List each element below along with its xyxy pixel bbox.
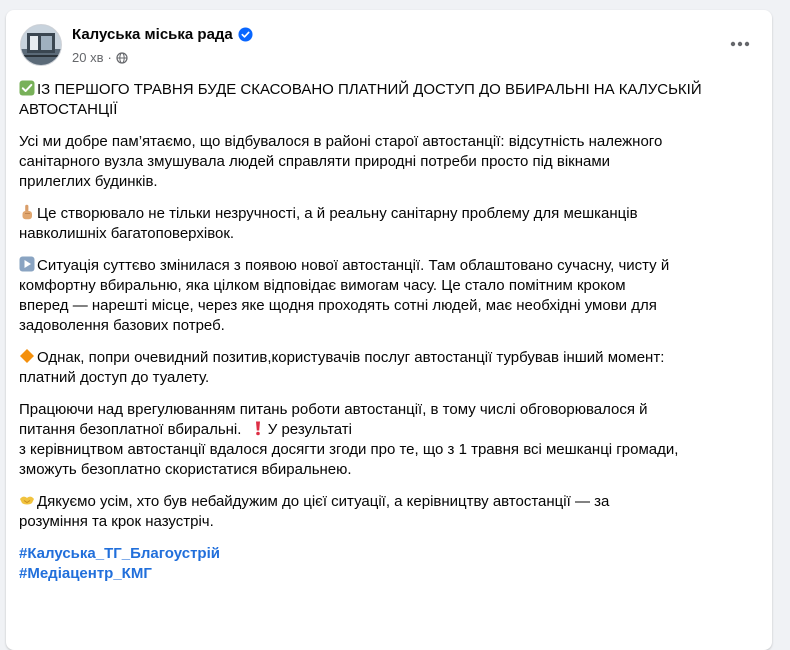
post-header [20, 24, 758, 70]
hashtag-list [19, 544, 755, 584]
post-card [6, 10, 772, 650]
exclamation-icon [250, 420, 266, 436]
more-options-button[interactable] [722, 26, 758, 62]
handshake-icon [19, 492, 35, 508]
paragraph-new-station: Ситуація суттєво змінилася з появою нової автостанції. Там облаштовано сучасну, чисту й комфортну вбиральню, яка цілком відповідає вимогам часу. Це стало помітним кроком вперед — нарешті місце, через яке щодня проходять сотні людей, має необхідні умови для задоволення базових потреб. [19, 257, 670, 334]
play-button-icon [19, 256, 35, 272]
paragraph-agreement: Працюючи над врегулюванням питань роботи автостанції, в тому числі обговорювалося й питання безоплатної вбиральні. У результаті з керівництвом автостанції вдалося досягти згоди про те, що з 1 травня всі мешканці громади, зможуть безоплатно скористатися вбиральнею. [19, 401, 679, 478]
more-dots-icon [730, 41, 750, 47]
post-text [19, 80, 755, 584]
orange-diamond-icon [19, 348, 35, 364]
check-mark-icon [19, 80, 35, 96]
post-meta [72, 50, 128, 65]
hashtag-link[interactable]: #Медіацентр_КМГ [19, 565, 152, 582]
page-name[interactable]: Калуська міська рада [72, 26, 233, 43]
paragraph-thanks: Дякуємо усім, хто був небайдужим до цієї ситуації, а керівництву автостанції — за розуміння та крок назустріч. [19, 493, 610, 530]
post-timestamp[interactable]: 20 хв [72, 50, 104, 65]
meta-separator: · [107, 50, 112, 65]
post-headline: ІЗ ПЕРШОГО ТРАВНЯ БУДЕ СКАСОВАНО ПЛАТНИЙ ДОСТУП ДО ВБИРАЛЬНІ НА КАЛУСЬКІЙ АВТОСТАНЦІЇ [19, 81, 702, 118]
paragraph-problem: Це створювало не тільки незручності, а й реальну санітарну проблему для мешканців навколишніх багатоповерхівок. [19, 205, 638, 242]
paragraph-intro: Усі ми добре пам’ятаємо, що відбувалося в районі старої автостанції: відсутність належного санітарного вузла змушувала людей справляти природні потреби просто під вікнами прилеглих будинків. [19, 133, 663, 190]
verified-badge-icon [238, 27, 253, 42]
pointing-finger-icon [19, 204, 35, 220]
page-avatar[interactable] [20, 24, 62, 66]
hashtag-link[interactable]: #Калуська_ТГ_Благоустрій [19, 545, 220, 562]
paragraph-paid-access: Однак, попри очевидний позитив,користувачів послуг автостанції турбував інший момент: платний доступ до туалету. [19, 349, 665, 386]
globe-icon [116, 52, 128, 64]
